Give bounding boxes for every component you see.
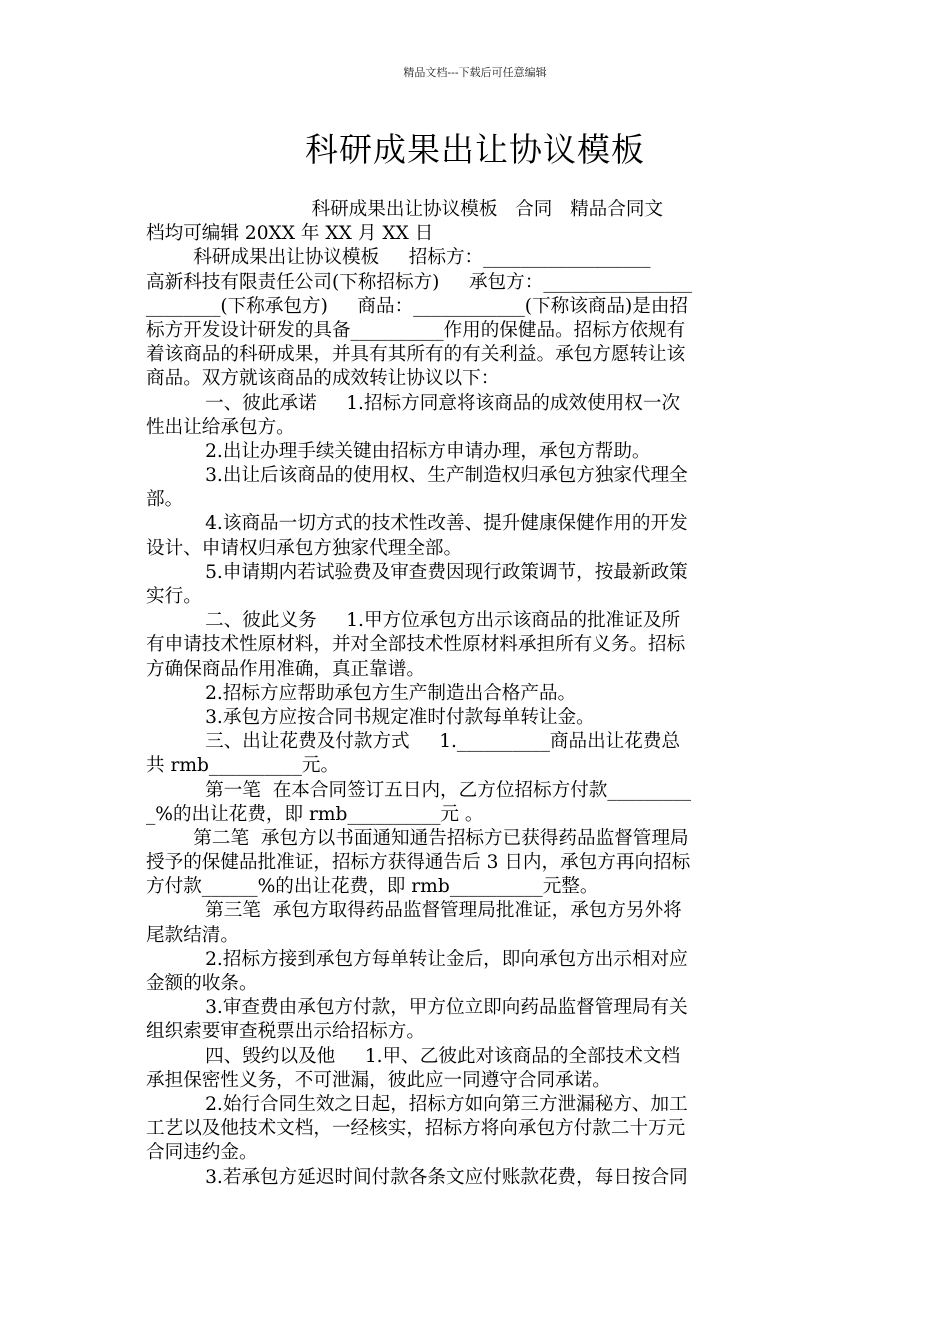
body-line: 方付款______%的出让花费，即 rmb__________元整。 [146,876,599,898]
body-line: 工艺以及他技术文档，一经核实，招标方将向承包方付款二十万元 [146,1118,686,1140]
body-line: 承担保密性义务，不可泄漏，彼此应一同遵守合同承诺。 [146,1069,611,1091]
body-line: 2.招标方应帮助承包方生产制造出合格产品。 [146,682,577,704]
body-line: 尾款结清。 [146,924,239,946]
body-line: 标方开发设计研发的具备__________作用的保健品。招标方依规有 [146,319,686,341]
document-body [146,198,806,1190]
body-line: 2.招标方接到承包方每单转让金后，即向承包方出示相对应 [146,948,688,970]
body-line: 第二笔 承包方以书面通知通告招标方已获得药品监督管理局 [146,827,689,849]
body-line: 设计、申请权归承包方独家代理全部。 [146,537,463,559]
body-line: 合同违约金。 [146,1142,258,1164]
body-line: ________(下称承包方) 商品：____________(下称该商品)是由招 [146,295,689,317]
body-line: 2.始行合同生效之日起，招标方如向第三方泄漏秘方、加工 [146,1093,688,1115]
body-line: 3.承包方应按合同书规定准时付款每单转让金。 [146,706,595,728]
body-line: 5.申请期内若试验费及审查费因现行政策调节，按最新政策 [146,561,688,583]
body-line: 有申请技术性原材料，并对全部技术性原材料承担所有义务。招标 [146,634,686,656]
body-line: 3.若承包方延迟时间付款各条文应付账款花费，每日按合同 [146,1166,688,1188]
body-line: 授予的保健品批准证，招标方获得通告后 3 日内，承包方再向招标 [146,852,691,874]
body-line: 档均可编辑 20XX 年 XX 月 XX 日 [146,223,434,245]
body-line: 3.审查费由承包方付款，甲方位立即向药品监督管理局有关 [146,997,688,1019]
body-line: 二、彼此义务 1.甲方位承包方出示该商品的批准证及所 [146,610,681,632]
body-line: 科研成果出让协议模板 合同 精品合同文 [146,199,664,220]
body-line: 共 rmb__________元。 [146,755,340,777]
body-line: _%的出让花费，即 rmb__________元 。 [146,803,484,825]
body-line: 四、毁约以及他 1.甲、乙彼此对该商品的全部技术文档 [146,1045,681,1067]
body-line: 4.该商品一切方式的技术性改善、提升健康保健作用的开发 [146,513,688,535]
body-line: 部。 [146,489,184,511]
body-line: 3.出让后该商品的使用权、生产制造权归承包方独家代理全 [146,465,688,487]
body-line: 第三笔 承包方取得药品监督管理局批准证，承包方另外将 [146,900,682,922]
body-line: 性出让给承包方。 [146,416,295,438]
body-line: 金额的收条。 [146,973,258,994]
body-line: 高新科技有限责任公司(下称招标方) 承包方：________________ [146,271,693,293]
body-line: 实行。 [146,586,202,607]
body-line: 商品。双方就该商品的成效转让协议以下： [146,368,500,390]
body-line: 科研成果出让协议模板 招标方：__________________ [146,247,651,269]
page-header: 精品文档---下载后可任意编辑 [403,66,547,79]
body-line: 一、彼此承诺 1.招标方同意将该商品的成效使用权一次 [146,392,681,414]
body-line: 三、出让花费及付款方式 1.__________商品出让花费总 [146,731,681,753]
body-line: 2.出让办理手续关键由招标方申请办理，承包方帮助。 [146,440,651,462]
document-title: 科研成果出让协议模板 [305,130,645,169]
body-line: 着该商品的科研成果，并具有其所有的有关利益。承包方愿转让该 [146,344,686,366]
body-line: 方确保商品作用准确，真正靠谱。 [146,658,425,680]
body-line: 第一笔 在本合同签订五日内，乙方位招标方付款_________ [146,779,692,801]
body-line: 组织索要审查税票出示给招标方。 [146,1021,425,1043]
